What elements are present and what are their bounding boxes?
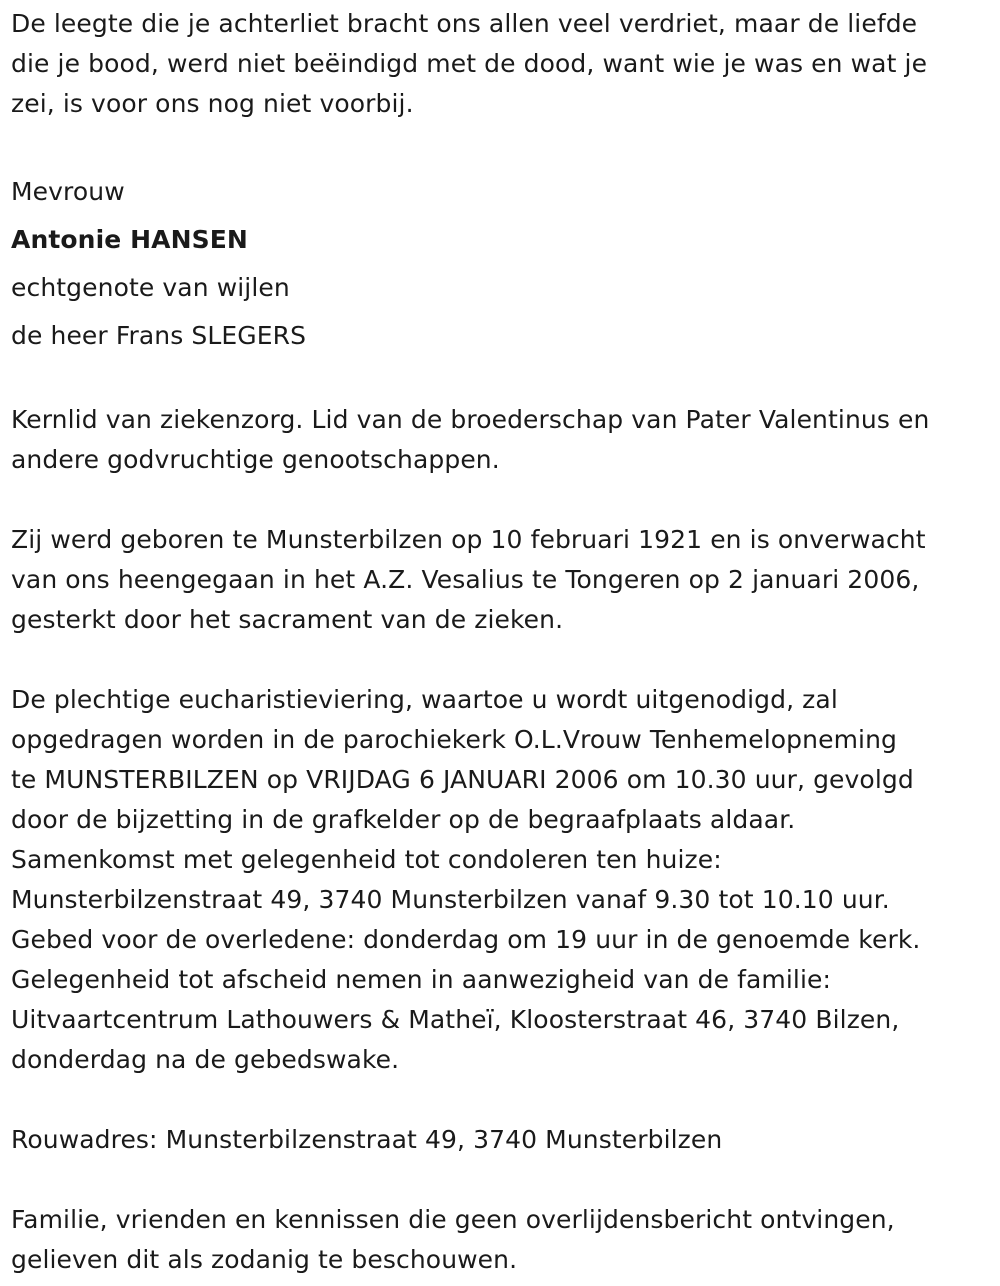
salutation: Mevrouw (11, 177, 125, 206)
ceremony-line: Gelegenheid tot afscheid nemen in aanwezigheid van de familie: (11, 965, 832, 994)
spacer (11, 1080, 1000, 1120)
relation-line: echtgenote van wijlen (11, 273, 290, 302)
closing-paragraph (11, 1200, 1000, 1280)
spacer (11, 1160, 1000, 1200)
membership-line: andere godvruchtige genootschappen. (11, 445, 500, 474)
ceremony-line: De plechtige eucharistieviering, waartoe u wordt uitgenodigd, zal (11, 685, 838, 714)
ceremony-line: te MUNSTERBILZEN op VRIJDAG 6 JANUARI 2006 om 10.30 uur, gevolgd (11, 765, 914, 794)
spacer (11, 124, 1000, 164)
person-block (11, 168, 1000, 360)
intro-line: De leegte die je achterliet bracht ons allen veel verdriet, maar de liefde (11, 9, 918, 38)
life-line: van ons heengegaan in het A.Z. Vesalius te Tongeren op 2 januari 2006, (11, 565, 920, 594)
life-line: Zij werd geboren te Munsterbilzen op 10 februari 1921 en is onverwacht (11, 525, 926, 554)
life-paragraph (11, 520, 1000, 640)
ceremony-line: Samenkomst met gelegenheid tot condoleren ten huize: (11, 845, 722, 874)
intro-line: zei, is voor ons nog niet voorbij. (11, 89, 414, 118)
intro-line: die je bood, werd niet beëindigd met de dood, want wie je was en wat je (11, 49, 928, 78)
mourning-address: Rouwadres: Munsterbilzenstraat 49, 3740 Munsterbilzen (11, 1125, 723, 1154)
address-paragraph (11, 1120, 1000, 1160)
spacer (11, 360, 1000, 400)
ceremony-paragraph (11, 680, 1000, 1080)
ceremony-line: Gebed voor de overledene: donderdag om 19 uur in de genoemde kerk. (11, 925, 921, 954)
intro-verse (11, 4, 1000, 124)
membership-line: Kernlid van ziekenzorg. Lid van de broederschap van Pater Valentinus en (11, 405, 930, 434)
relation-line: de heer Frans SLEGERS (11, 321, 307, 350)
spacer (11, 640, 1000, 680)
ceremony-line: door de bijzetting in de grafkelder op de begraafplaats aldaar. (11, 805, 796, 834)
deceased-name: Antonie HANSEN (11, 225, 248, 254)
closing-line: Familie, vrienden en kennissen die geen overlijdensbericht ontvingen, (11, 1205, 895, 1234)
closing-line: gelieven dit als zodanig te beschouwen. (11, 1245, 518, 1274)
ceremony-line: Munsterbilzenstraat 49, 3740 Munsterbilzen vanaf 9.30 tot 10.10 uur. (11, 885, 890, 914)
spacer (11, 480, 1000, 520)
ceremony-line: donderdag na de gebedswake. (11, 1045, 400, 1074)
life-line: gesterkt door het sacrament van de zieken. (11, 605, 564, 634)
ceremony-line: Uitvaartcentrum Lathouwers & Matheï, Kloosterstraat 46, 3740 Bilzen, (11, 1005, 900, 1034)
membership-paragraph (11, 400, 1000, 480)
ceremony-line: opgedragen worden in de parochiekerk O.L.Vrouw Tenhemelopneming (11, 725, 897, 754)
